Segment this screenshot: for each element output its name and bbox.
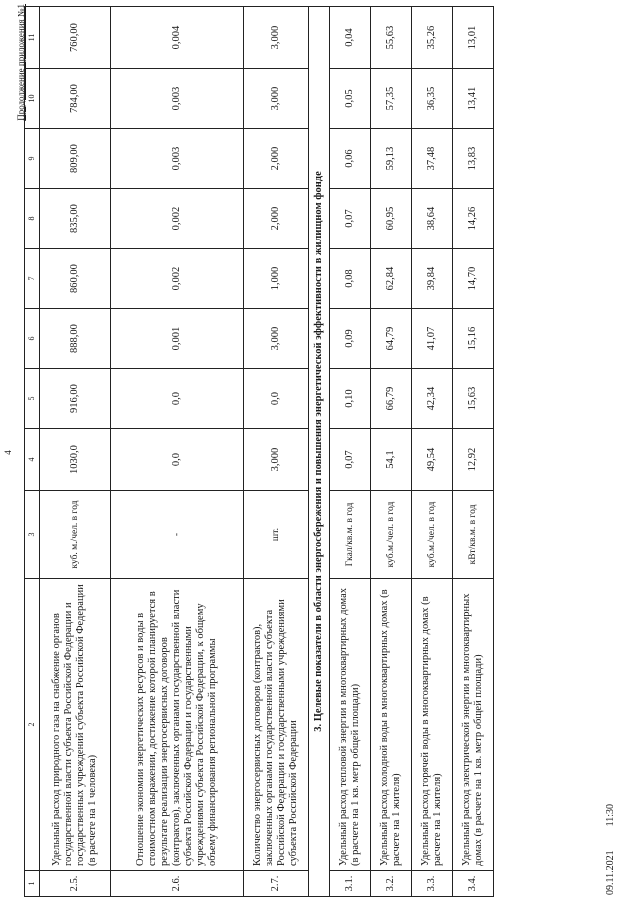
indicators-table [24,6,494,897]
value-cell: 57,35 [371,69,412,129]
value-cell: 62,84 [371,249,412,309]
col-header: 6 [25,309,40,369]
col-header: 4 [25,429,40,491]
appendix-caption: Продолжение приложения №1 [16,4,26,121]
indicator-name: Удельный расход горячей воды в многоквартирных домах (в расчете на 1 жителя) [412,579,453,871]
col-header: 1 [25,871,40,897]
value-cell: 0,10 [330,369,371,429]
value-cell: 13,83 [453,129,494,189]
table-row [40,7,111,897]
value-cell: 35,26 [412,7,453,69]
table-row [244,7,309,897]
table-row [111,7,244,897]
value-cell: 38,64 [412,189,453,249]
value-cell: 888,00 [40,309,111,369]
unit-cell: куб. м./чел. в год [40,491,111,579]
indicator-name: Количество энергосервисных договоров (контрактов), заключенных органами государственной власти субъекта Российской Федерации и государственными учреждениями субъекта Российской Федерации [244,579,309,871]
row-number: 2.7. [244,871,309,897]
value-cell: 809,00 [40,129,111,189]
value-cell: 784,00 [40,69,111,129]
footer-time: 11:30 [605,803,616,827]
value-cell: 3,000 [244,309,309,369]
value-cell: 0,0 [111,369,244,429]
value-cell: 3,000 [244,7,309,69]
value-cell: 0,004 [111,7,244,69]
value-cell: 15,16 [453,309,494,369]
unit-cell: - [111,491,244,579]
value-cell: 760,00 [40,7,111,69]
unit-cell: Гкал/кв.м. в год [330,491,371,579]
value-cell: 36,35 [412,69,453,129]
table-row [453,7,494,897]
footer-date: 09.11.2021 [605,850,616,895]
value-cell: 49,54 [412,429,453,491]
row-number: 2.6. [111,871,244,897]
value-cell: 0,05 [330,69,371,129]
indicator-name: Отношение экономии энергетических ресурсов и воды в стоимостном выражении, достижение которой планируется в результате реализации энергосервисных договоров (контрактов), заключенных органами государственной власти субъекта Российской Федерации и государственными учреждениями субъекта Российской Федерации, к общему объему финансирования региональной программы [111,579,244,871]
row-number: 3.3. [412,871,453,897]
unit-cell: куб.м./чел. в год [412,491,453,579]
row-number: 2.5. [40,871,111,897]
col-header: 2 [25,579,40,871]
value-cell: 0,04 [330,7,371,69]
value-cell: 1,000 [244,249,309,309]
value-cell: 2,000 [244,129,309,189]
row-number: 3.4. [453,871,494,897]
col-header: 11 [25,7,40,69]
value-cell: 55,63 [371,7,412,69]
column-number-row [25,7,40,897]
value-cell: 0,002 [111,189,244,249]
value-cell: 835,00 [40,189,111,249]
col-header: 7 [25,249,40,309]
value-cell: 42,34 [412,369,453,429]
indicator-name: Удельный расход электрической энергии в многоквартирных домах (в расчете на 1 кв. метр общей площади) [453,579,494,871]
value-cell: 14,26 [453,189,494,249]
value-cell: 13,01 [453,7,494,69]
value-cell: 0,07 [330,429,371,491]
value-cell: 860,00 [40,249,111,309]
section-title: 3. Целевые показатели в области энергосбережения и повышения энергетической эффективности в жилищном фонде [309,7,330,897]
table-row [371,7,412,897]
print-footer [605,804,616,895]
value-cell: 15,63 [453,369,494,429]
value-cell: 41,07 [412,309,453,369]
value-cell: 916,00 [40,369,111,429]
value-cell: 13,41 [453,69,494,129]
value-cell: 14,70 [453,249,494,309]
section-header-row [309,7,330,897]
indicator-name: Удельный расход природного газа на снабжение органов государственной власти субъекта Российской Федерации и государственных учреждений субъекта Российской Федерации (в расчете на 1 человека) [40,579,111,871]
value-cell: 0,0 [244,369,309,429]
value-cell: 0,09 [330,309,371,369]
page-number: 4 [3,450,13,455]
value-cell: 0,002 [111,249,244,309]
col-header: 5 [25,369,40,429]
indicator-name: Удельный расход холодной воды в многоквартирных домах (в расчете на 1 жителя) [371,579,412,871]
value-cell: 64,79 [371,309,412,369]
value-cell: 0,003 [111,69,244,129]
value-cell: 0,06 [330,129,371,189]
value-cell: 3,000 [244,429,309,491]
row-number: 3.2. [371,871,412,897]
unit-cell: шт. [244,491,309,579]
value-cell: 0,0 [111,429,244,491]
unit-cell: куб.м./чел. в год [371,491,412,579]
table-row [330,7,371,897]
value-cell: 54,1 [371,429,412,491]
value-cell: 2,000 [244,189,309,249]
indicator-name: Удельный расход тепловой энергии в многоквартирных домах (в расчете на 1 кв. метр общей площади) [330,579,371,871]
row-number: 3.1. [330,871,371,897]
value-cell: 39,84 [412,249,453,309]
value-cell: 66,79 [371,369,412,429]
value-cell: 0,07 [330,189,371,249]
col-header: 10 [25,69,40,129]
value-cell: 12,92 [453,429,494,491]
table-row [412,7,453,897]
col-header: 8 [25,189,40,249]
value-cell: 60,95 [371,189,412,249]
value-cell: 0,001 [111,309,244,369]
value-cell: 37,48 [412,129,453,189]
value-cell: 0,08 [330,249,371,309]
col-header: 9 [25,129,40,189]
value-cell: 3,000 [244,69,309,129]
unit-cell: кВт/кв.м. в год [453,491,494,579]
value-cell: 0,003 [111,129,244,189]
value-cell: 1030,0 [40,429,111,491]
col-header: 3 [25,491,40,579]
value-cell: 59,13 [371,129,412,189]
